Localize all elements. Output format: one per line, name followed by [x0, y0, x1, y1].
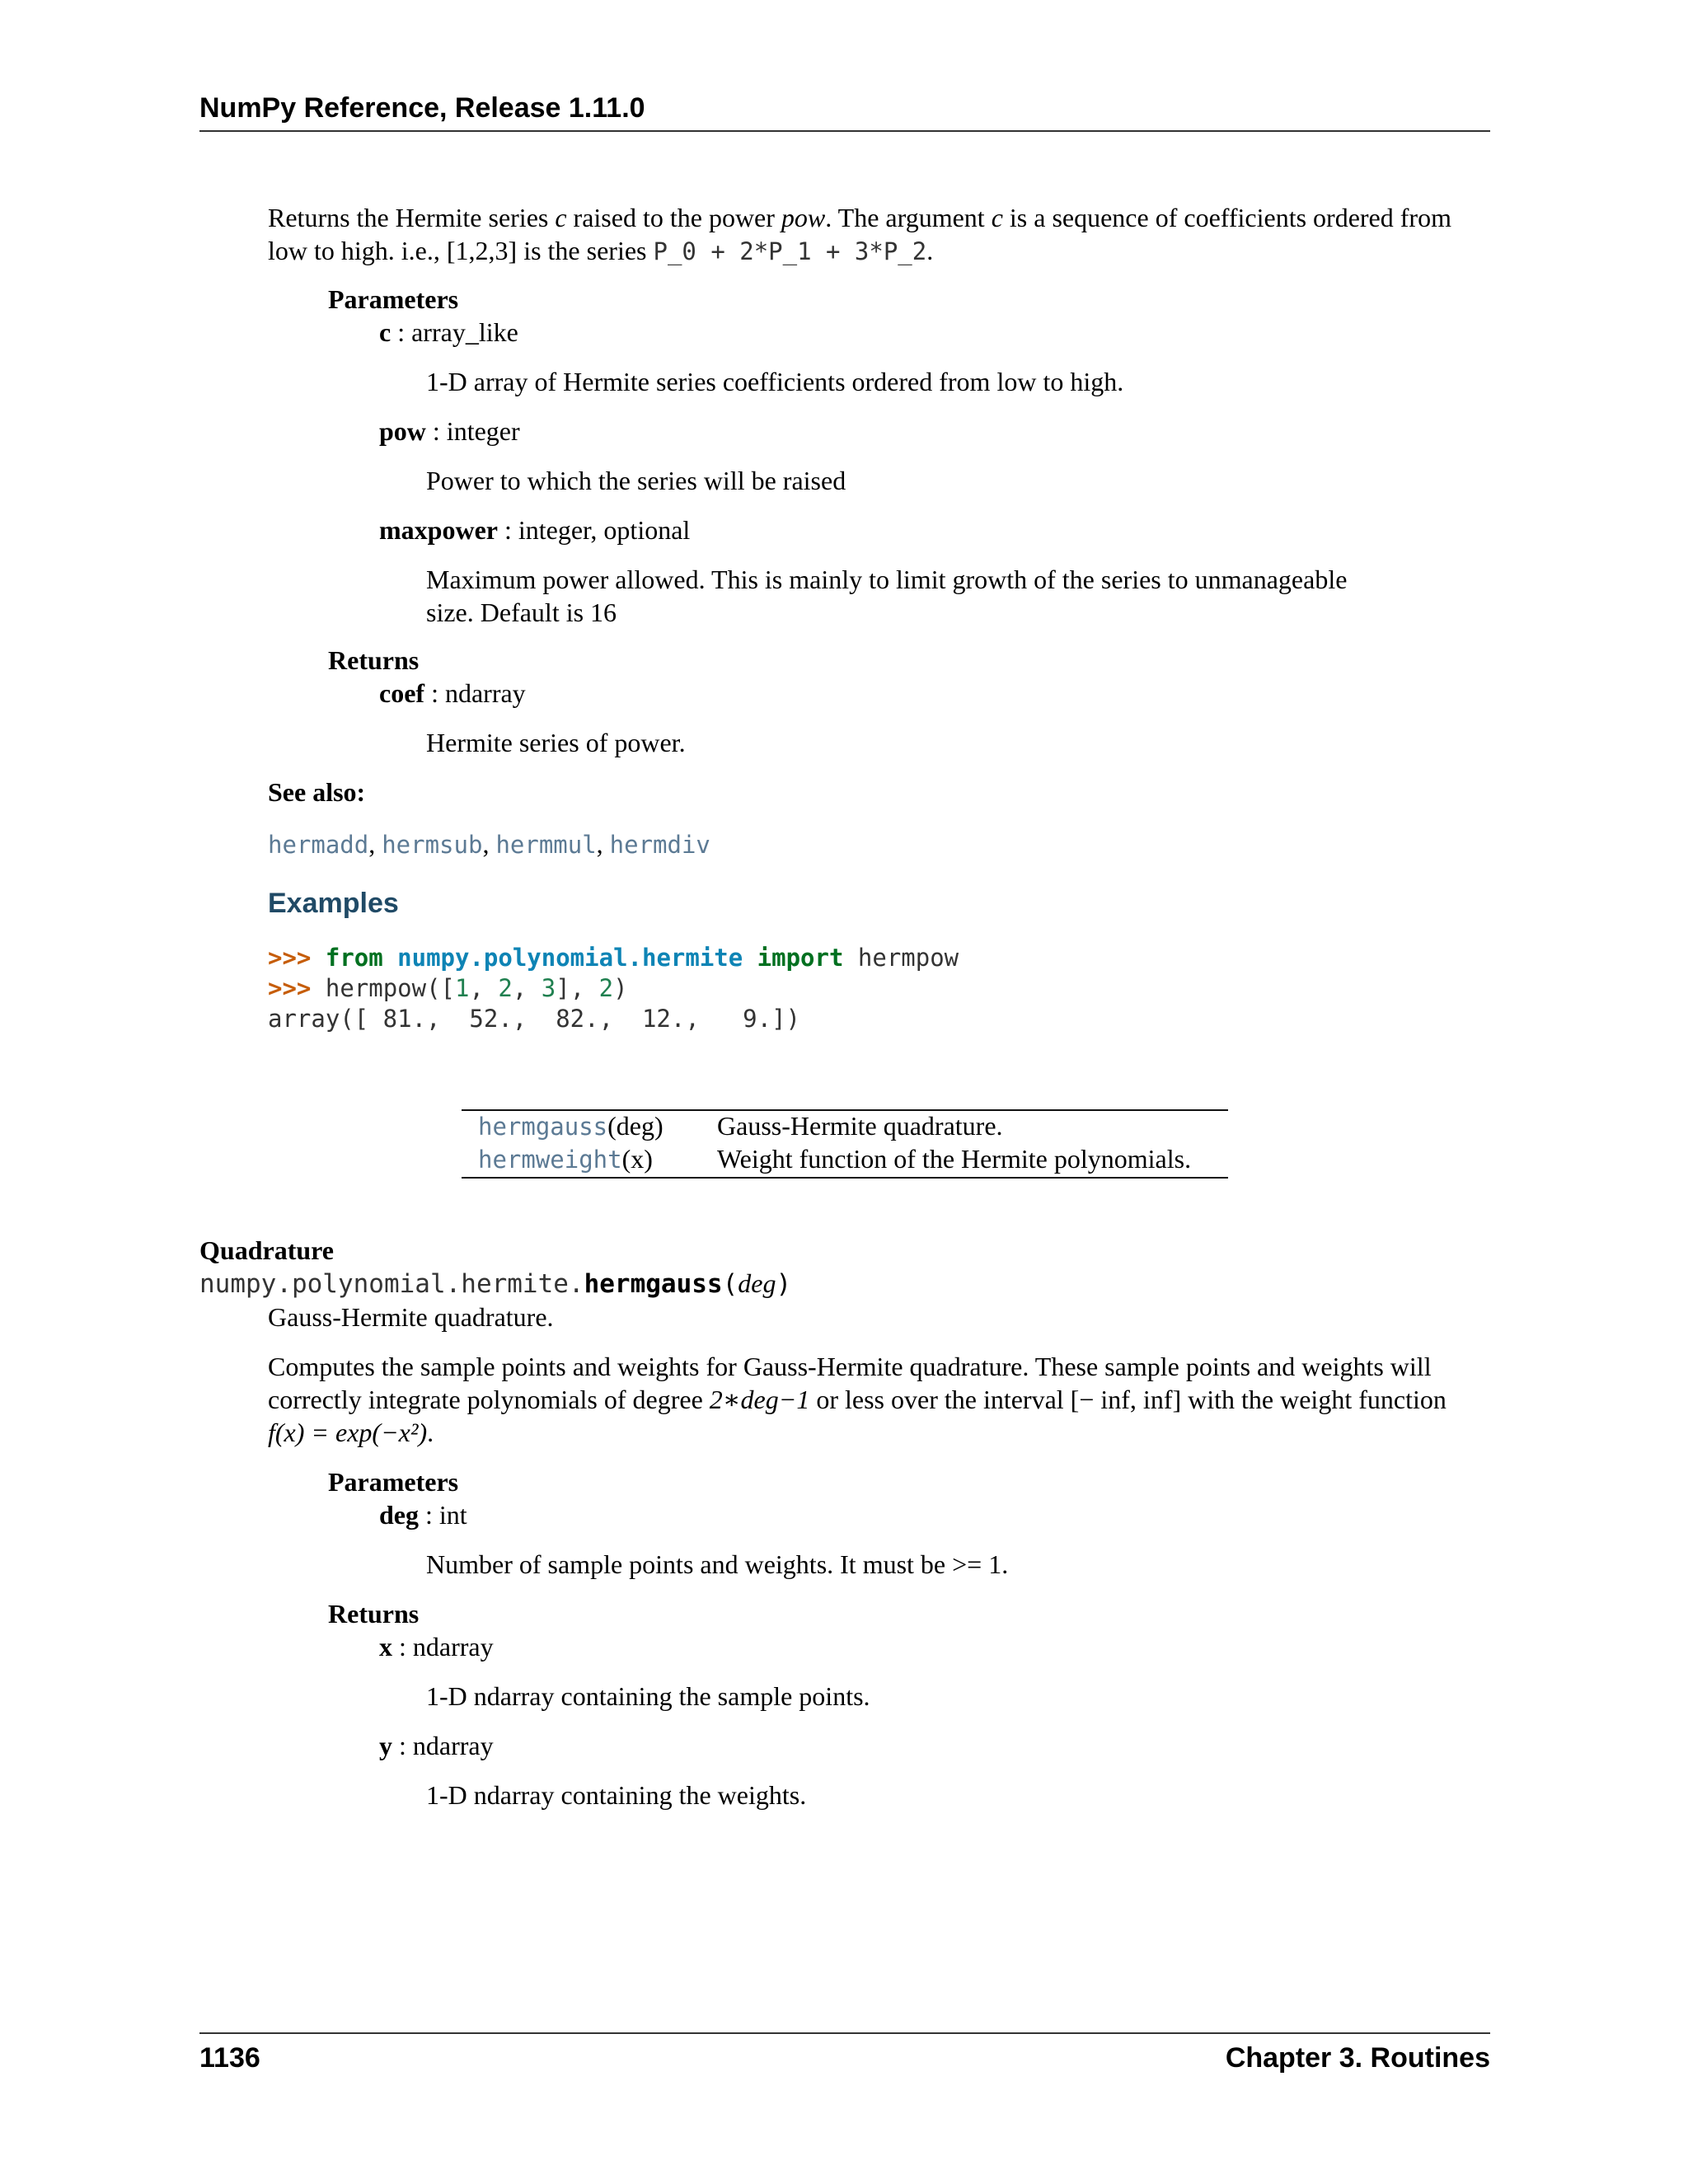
table-row — [478, 1142, 653, 1176]
param-maxpower — [379, 513, 690, 546]
see-also-links — [268, 827, 710, 861]
return-y-desc: 1-D ndarray containing the weights. — [426, 1780, 807, 1810]
math-interval: [− inf, inf] — [1070, 1385, 1182, 1414]
hermgauss-desc-line-3: f(x) = exp(−x²). — [268, 1418, 434, 1447]
signature-module: numpy.polynomial.hermite. — [199, 1269, 584, 1299]
param-sep: : — [391, 317, 412, 347]
table-desc: Gauss-Hermite quadrature. — [717, 1111, 1003, 1141]
code-example — [268, 943, 959, 1034]
link-hermmul[interactable]: hermmul — [495, 831, 597, 859]
table-arg: (deg) — [607, 1111, 663, 1141]
return-name: y — [379, 1731, 392, 1760]
returns-label: Returns — [328, 645, 420, 675]
hermgauss-desc-line-2: correctly integrate polynomials of degree 2∗deg−1 or less over the interval [− inf, inf] with the weight function — [268, 1385, 1447, 1414]
param-name: pow — [379, 416, 426, 446]
parameters-label: Parameters — [328, 284, 459, 314]
intro-text: Returns the Hermite series — [268, 203, 556, 232]
table-arg: (x) — [621, 1144, 653, 1174]
quadrature-heading: Quadrature — [199, 1235, 334, 1265]
intro-var-pow: pow — [781, 203, 826, 232]
hermpow-intro-line-1 — [268, 201, 1451, 234]
param-sep: : — [425, 416, 447, 446]
examples-heading: Examples — [268, 888, 399, 919]
see-also-sep: , — [482, 829, 496, 859]
hermgauss-summary: Gauss-Hermite quadrature. — [268, 1302, 554, 1332]
return-type: ndarray — [444, 678, 526, 708]
hermgauss-signature: numpy.polynomial.hermite.hermgauss(deg) — [199, 1268, 792, 1299]
table-bottom-rule — [462, 1177, 1228, 1179]
param-sep: : — [497, 515, 518, 545]
chapter-title: Chapter 3. Routines — [1225, 2042, 1490, 2074]
param-c — [379, 316, 518, 349]
return-coef-desc: Hermite series of power. — [426, 728, 686, 757]
param-name: maxpower — [379, 515, 498, 545]
signature-name: hermgauss — [584, 1269, 723, 1299]
link-hermadd[interactable]: hermadd — [268, 831, 369, 859]
code-line-1: >>> from numpy.polynomial.hermite import hermpow — [268, 944, 959, 972]
param-deg: deg : int — [379, 1500, 467, 1530]
return-name: coef — [379, 678, 425, 708]
param-type: integer — [446, 416, 520, 446]
intro-text: raised to the power — [566, 203, 781, 232]
code-line-2: >>> hermpow([1, 2, 3], 2) — [268, 974, 628, 1002]
intro-text: . — [926, 236, 934, 265]
intro-var-c: c — [555, 203, 567, 232]
param-c-desc: 1-D array of Hermite series coefficients ordered from low to high. — [426, 367, 1124, 396]
page-number: 1136 — [199, 2042, 260, 2074]
link-hermsub[interactable]: hermsub — [382, 831, 483, 859]
intro-code: P_0 + 2*P_1 + 3*P_2 — [653, 237, 927, 265]
hermgauss-desc-line-1: Computes the sample points and weights for Gauss-Hermite quadrature. These sample points and weights will — [268, 1352, 1432, 1381]
intro-text: is a sequence of coefficients ordered from — [1002, 203, 1451, 232]
return-name: x — [379, 1632, 392, 1661]
running-header: NumPy Reference, Release 1.11.0 — [199, 92, 645, 124]
intro-text: low to high. i.e., [1,2,3] is the series — [268, 236, 654, 265]
see-also-label: See also: — [268, 777, 366, 807]
math-degree: 2∗deg−1 — [709, 1385, 810, 1414]
table-desc: Weight function of the Hermite polynomials. — [717, 1144, 1192, 1174]
signature-arg: deg — [738, 1268, 776, 1298]
return-x: x : ndarray — [379, 1632, 494, 1661]
param-pow-desc: Power to which the series will be raised — [426, 466, 846, 495]
return-sep: : — [424, 678, 445, 708]
math-weight-function: f(x) = exp(−x²) — [268, 1418, 428, 1447]
param-type: int — [438, 1500, 467, 1530]
parameters-label: Parameters — [328, 1467, 459, 1497]
table-row — [478, 1109, 663, 1143]
see-also-sep: , — [368, 829, 382, 859]
code-line-3: array([ 81., 52., 82., 12., 9.]) — [268, 1005, 801, 1033]
return-type: ndarray — [412, 1632, 494, 1661]
see-also-sep: , — [596, 829, 610, 859]
link-hermgauss[interactable]: hermgauss — [478, 1113, 608, 1141]
link-hermdiv[interactable]: hermdiv — [609, 831, 710, 859]
return-x-desc: 1-D ndarray containing the sample points. — [426, 1681, 870, 1711]
param-pow — [379, 415, 520, 448]
header-divider — [199, 130, 1490, 132]
return-coef — [379, 677, 526, 710]
returns-label: Returns — [328, 1599, 420, 1629]
param-name: deg — [379, 1500, 419, 1530]
param-maxpower-desc-1: Maximum power allowed. This is mainly to limit growth of the series to unmanageable — [426, 565, 1348, 594]
return-y: y : ndarray — [379, 1731, 494, 1760]
param-type: integer, optional — [518, 515, 691, 545]
link-hermweight[interactable]: hermweight — [478, 1146, 622, 1174]
param-maxpower-desc-2: size. Default is 16 — [426, 598, 617, 627]
intro-text: . The argument — [825, 203, 992, 232]
return-type: ndarray — [412, 1731, 494, 1760]
hermpow-intro-line-2 — [268, 234, 933, 268]
intro-var-c: c — [991, 203, 1003, 232]
param-deg-desc: Number of sample points and weights. It must be >= 1. — [426, 1549, 1009, 1579]
footer-divider — [199, 2032, 1490, 2034]
param-type: array_like — [411, 317, 518, 347]
param-name: c — [379, 317, 392, 347]
